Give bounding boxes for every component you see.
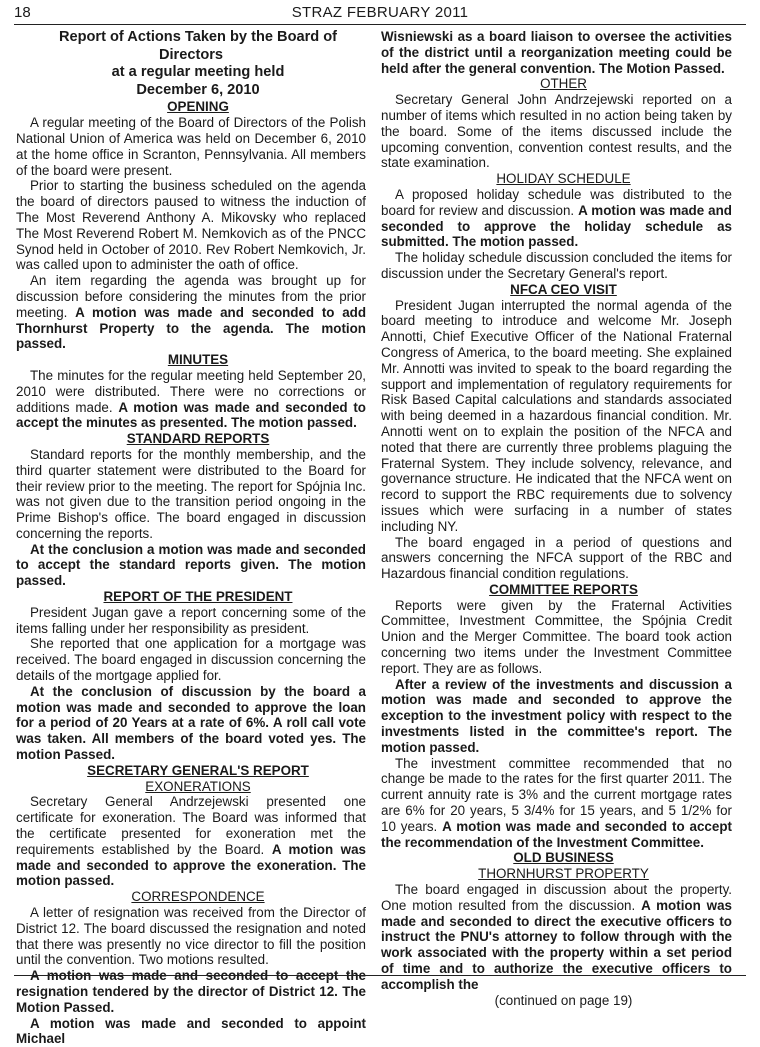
paragraph: President Jugan gave a report concerning some of the items falling under her responsibility as president. (16, 604, 366, 636)
paragraph: The board engaged in a period of questions and answers concerning the NFCA support of the RBC and Hazardous financial condition regulations. (381, 534, 732, 582)
paragraph-text: The board engaged in discussion about the property. One motion resulted from the discussion. (381, 882, 732, 913)
paragraph-text: The minutes for the regular meeting held September 20, 2010 were distributed. There were no corrections or additions made. (16, 367, 366, 415)
page-number: 18 (14, 4, 31, 21)
paragraph: Reports were given by the Fraternal Activities Committee, Investment Committee, the Spójnia Credit Union and the Merger Committee. The board took action concerning two items under the Investment Committee report. They are as follows. (381, 597, 732, 676)
article-title-line-1: Report of Actions Taken by the Board of Directors (58, 29, 338, 63)
paragraph (381, 756, 732, 851)
paragraph (381, 187, 732, 250)
paragraph: A regular meeting of the Board of Directors of the Polish National Union of America was held on December 6, 2010 at the home office in Scranton, Pennsylvania. All members of the board were present. (16, 115, 366, 178)
motion-paragraph: A motion was made and seconded to accept the resignation tendered by the director of District 12. The Motion Passed. (16, 968, 366, 1015)
subheading-other: OTHER (540, 76, 587, 92)
section-heading-secretary-general: SECRETARY GENERAL'S REPORT (87, 762, 309, 778)
motion-paragraph: After a review of the investments and discussion a motion was made and seconded to approve the exception to the investment policy with respect to the investments listed in the committee's report. The motion passed. (381, 676, 732, 755)
subheading-thornhurst-property: THORNHURST PROPERTY (478, 866, 649, 882)
motion-text: A motion was made and seconded to add Thornhurst Property to the agenda. The motion passed. (16, 304, 366, 352)
section-heading-minutes: MINUTES (167, 352, 229, 368)
paragraph (381, 882, 732, 993)
section-heading-old-business: OLD BUSINESS (513, 850, 614, 866)
paragraph: The holiday schedule discussion concluded the items for discussion under the Secretary General's report. (381, 250, 732, 281)
paragraph (16, 273, 366, 352)
motion-text: A motion was made and seconded to approve the exoneration. The motion passed. (16, 841, 366, 889)
subheading-correspondence: CORRESPONDENCE (131, 889, 265, 905)
paragraph: Secretary General John Andrzejewski reported on a number of items which resulted in no action being taken by the board. Some of the items discussed include the upcoming convention, convention contest results, and the state examination. (381, 92, 732, 171)
motion-paragraph-continued: Wisniewski as a board liaison to oversee the activities of the district until a reorganization meeting could be held after the general convention. The Motion Passed. (381, 29, 732, 76)
section-heading-nfca-ceo-visit: NFCA CEO VISIT (510, 281, 617, 297)
paragraph-text: The investment committee recommended that no change be made to the rates for the first quarter 2011. The current annuity rate is 3% and the current mortgage rates are 6% for 20 years, 5 3/4% for 15 years, and 5 1/2% for 10 years. (381, 755, 732, 834)
section-heading-standard-reports: STANDARD REPORTS (126, 431, 270, 447)
motion-text: A motion was made and seconded to accept the recommendation of the Investment Committee. (381, 818, 732, 850)
paragraph: President Jugan interrupted the normal agenda of the board meeting to introduce and welcome Mr. Joseph Annotti, Chief Executive Officer of the National Fraternal Congress of America, to the board meeting. She explained Mr. Annotti was invited to speak to the board regarding the support and implementation of regulatory requirements for Risk Based Capital calculations and standards associated with being deemed in a hazardous financial condition. Mr. Annotti went on to explain the position of the NFCA and noted that there are currently three problems plaguing the Fraternal System. They include solvency, relevance, and governance structure. He indicated that the NFCA went on record to support the RBC requirements due to solvency issues which were surfacing in a number of states including NY. (381, 297, 732, 534)
paragraph (16, 794, 366, 889)
paragraph: She reported that one application for a mortgage was received. The board engaged in discussion concerning the details of the mortgage applied for. (16, 636, 366, 684)
motion-text: A motion was made and seconded to approve the holiday schedule as submitted. The motion passed. (381, 202, 732, 250)
article-title-date: December 6, 2010 (136, 81, 260, 98)
paragraph: A letter of resignation was received from the Director of District 12. The board discussed the resignation and noted that there was presently no vice director to fill the position until the convention. Two motions resulted. (16, 905, 366, 968)
motion-text: A motion was made and seconded to direct the executive officers to instruct the PNU's attorney to follow through with the work associated with the property within a set period of time and to authorize the executive officers to accomplish the (381, 897, 732, 992)
motion-paragraph: A motion was made and seconded to appoint Michael (16, 1015, 366, 1047)
section-heading-president: REPORT OF THE PRESIDENT (103, 589, 293, 605)
right-column (381, 29, 732, 1008)
page-header (14, 2, 746, 25)
section-heading-opening: OPENING (167, 99, 229, 115)
paragraph-text: A proposed holiday schedule was distributed to the board for review and discussion. (381, 186, 732, 218)
section-heading-committee-reports: COMMITTEE REPORTS (489, 581, 638, 597)
paragraph: Prior to starting the business scheduled on the agenda the board of directors paused to witness the induction of The Most Reverend Anthony A. Mikovsky who replaced The Most Reverend Robert M. Nemkovich as of the PNCC Synod held in October of 2010. Rev Robert Nemkovich, Jr. was called upon to administer the oath of office. (16, 178, 366, 273)
motion-paragraph: At the conclusion a motion was made and seconded to accept the standard reports given. The motion passed. (16, 541, 366, 589)
paragraph-text: Secretary General Andrzejewski presented one certificate for exoneration. The Board was informed that the certificate presented for exoneration met the requirements established by the Board. (16, 794, 366, 857)
subheading-exonerations: EXONERATIONS (145, 778, 251, 794)
publication-title: STRAZ FEBRUARY 2011 (291, 4, 469, 21)
motion-text: A motion was made and seconded to accept the minutes as presented. The motion passed. (16, 399, 366, 431)
motion-paragraph: At the conclusion of discussion by the board a motion was made and seconded to approve the loan for a period of 20 Years at a rate of 6%. A roll call vote was taken. All members of the board voted yes. The motion Passed. (16, 683, 366, 763)
continued-note: (continued on page 19) (494, 992, 633, 1008)
left-column (16, 29, 366, 1047)
paragraph-text: An item regarding the agenda was brought up for discussion before considering the minutes from the prior meeting. (16, 273, 366, 320)
paragraph: Standard reports for the monthly membership, and the third quarter statement were distributed to the Board for their review prior to the meeting. The report for Spójnia Inc. was not given due to the transition period ongoing in the Prime Bishop's office. The board engaged in discussion concerning the reports. (16, 446, 366, 541)
footer-rule (14, 975, 746, 976)
subheading-holiday-schedule: HOLIDAY SCHEDULE (496, 171, 631, 187)
paragraph (16, 368, 366, 431)
article-title-line-2: at a regular meeting held (111, 64, 285, 81)
